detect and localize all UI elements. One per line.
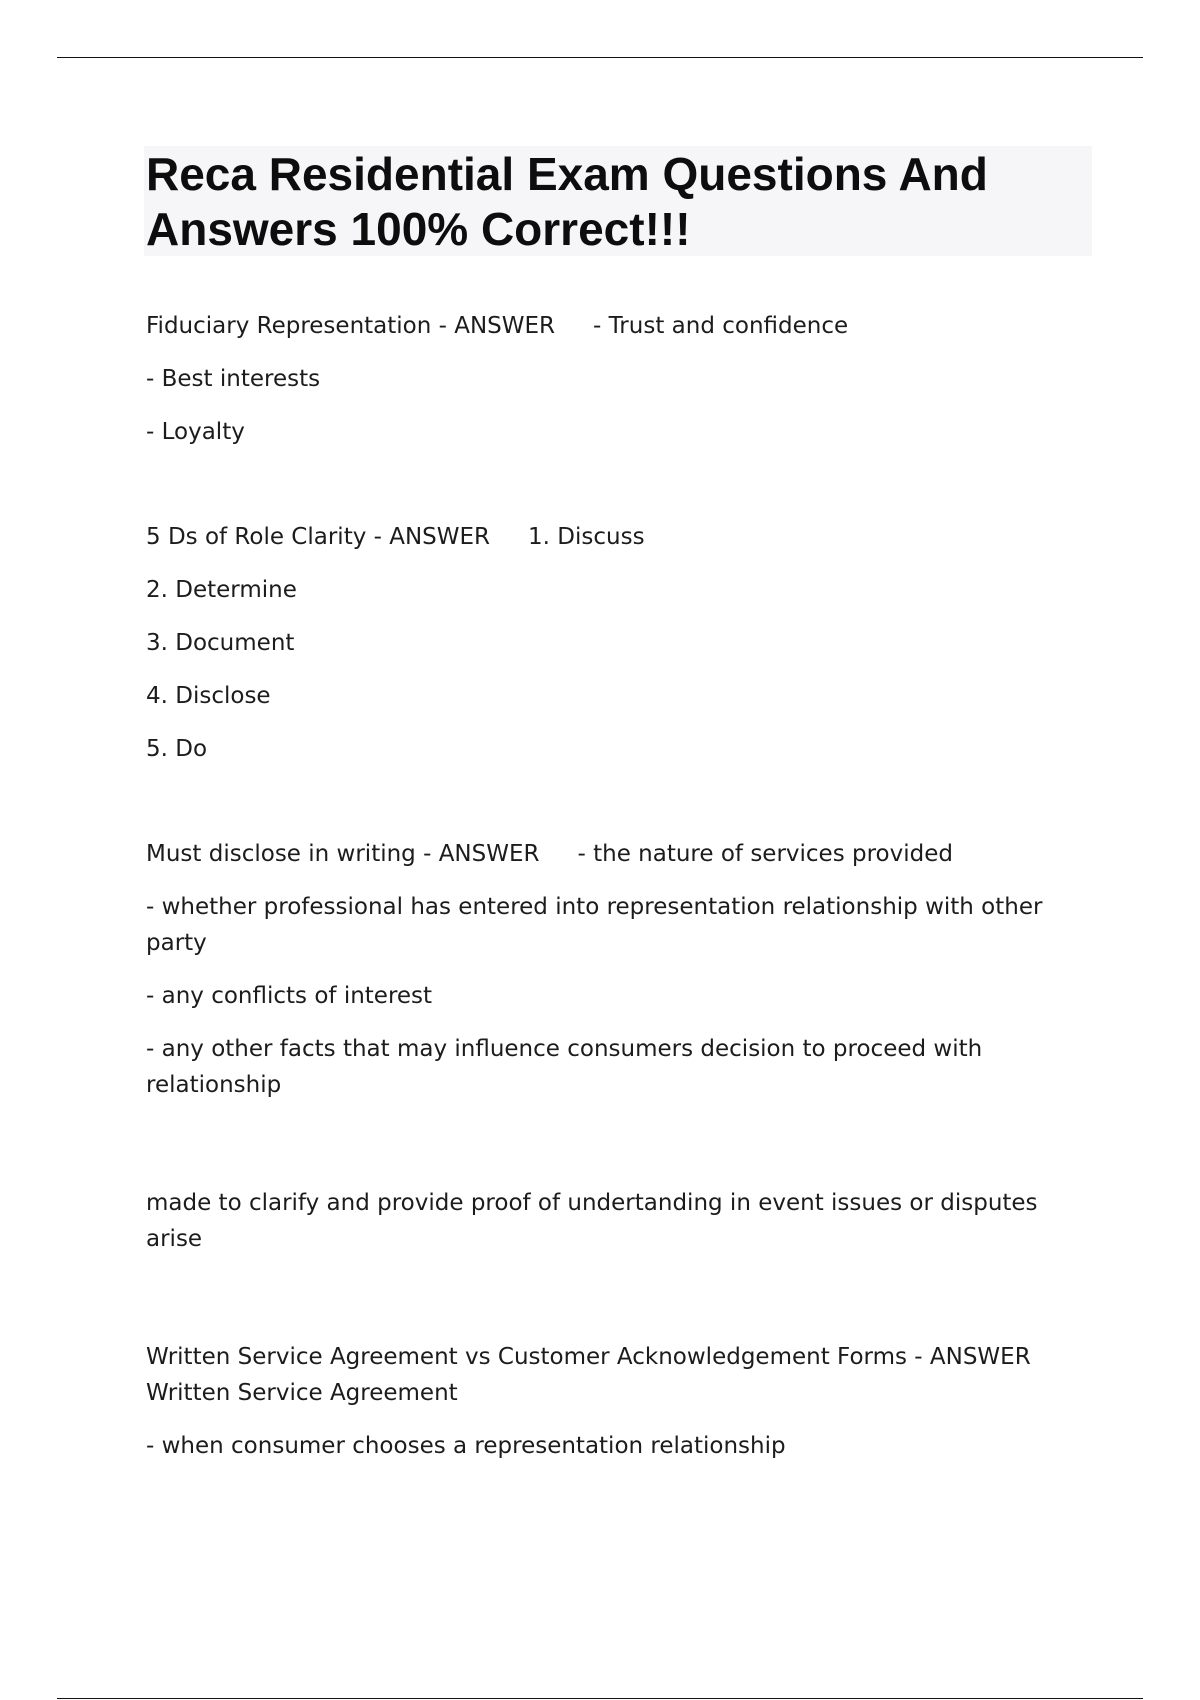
- answer-item: - when consumer chooses a representation relationship: [146, 1433, 786, 1459]
- question-text: Fiduciary Representation - ANSWER: [146, 313, 556, 339]
- answer-text: 1. Discuss: [528, 524, 645, 550]
- question-text: Must disclose in writing - ANSWER: [146, 841, 540, 867]
- qa-line: [146, 308, 1076, 344]
- top-rule: [57, 57, 1143, 58]
- bottom-rule: [57, 1698, 1143, 1699]
- answer-item: - Loyalty: [146, 419, 245, 445]
- title-line-1: Reca Residential Exam Questions And: [146, 148, 988, 200]
- answer-item: 2. Determine: [146, 577, 297, 603]
- question-text: Written Service Agreement vs Customer Acknowledgement Forms - ANSWER: [146, 1344, 1031, 1370]
- answer-item: - whether professional has entered into representation relationship with other party: [146, 894, 1050, 956]
- answer-item: - any other facts that may influence consumers decision to proceed with relationship: [146, 1036, 990, 1098]
- document-title: [146, 147, 1086, 257]
- answer-text: Written Service Agreement: [146, 1380, 458, 1406]
- answer-item: - any conflicts of interest: [146, 983, 433, 1009]
- answer-item: 3. Document: [146, 630, 295, 656]
- paragraph: made to clarify and provide proof of undertanding in event issues or disputes arise: [146, 1190, 1045, 1252]
- question-text: 5 Ds of Role Clarity - ANSWER: [146, 524, 491, 550]
- answer-item: 5. Do: [146, 736, 208, 762]
- qa-line: [146, 836, 1076, 872]
- answer-text: - the nature of services provided: [577, 841, 953, 867]
- title-line-2: Answers 100% Correct!!!: [146, 203, 691, 255]
- answer-text: - Trust and confidence: [593, 313, 849, 339]
- qa-line: [146, 519, 1076, 555]
- answer-item: 4. Disclose: [146, 683, 271, 709]
- document-body: [146, 308, 1076, 1481]
- answer-item: - Best interests: [146, 366, 321, 392]
- qa-line: [146, 1339, 1076, 1411]
